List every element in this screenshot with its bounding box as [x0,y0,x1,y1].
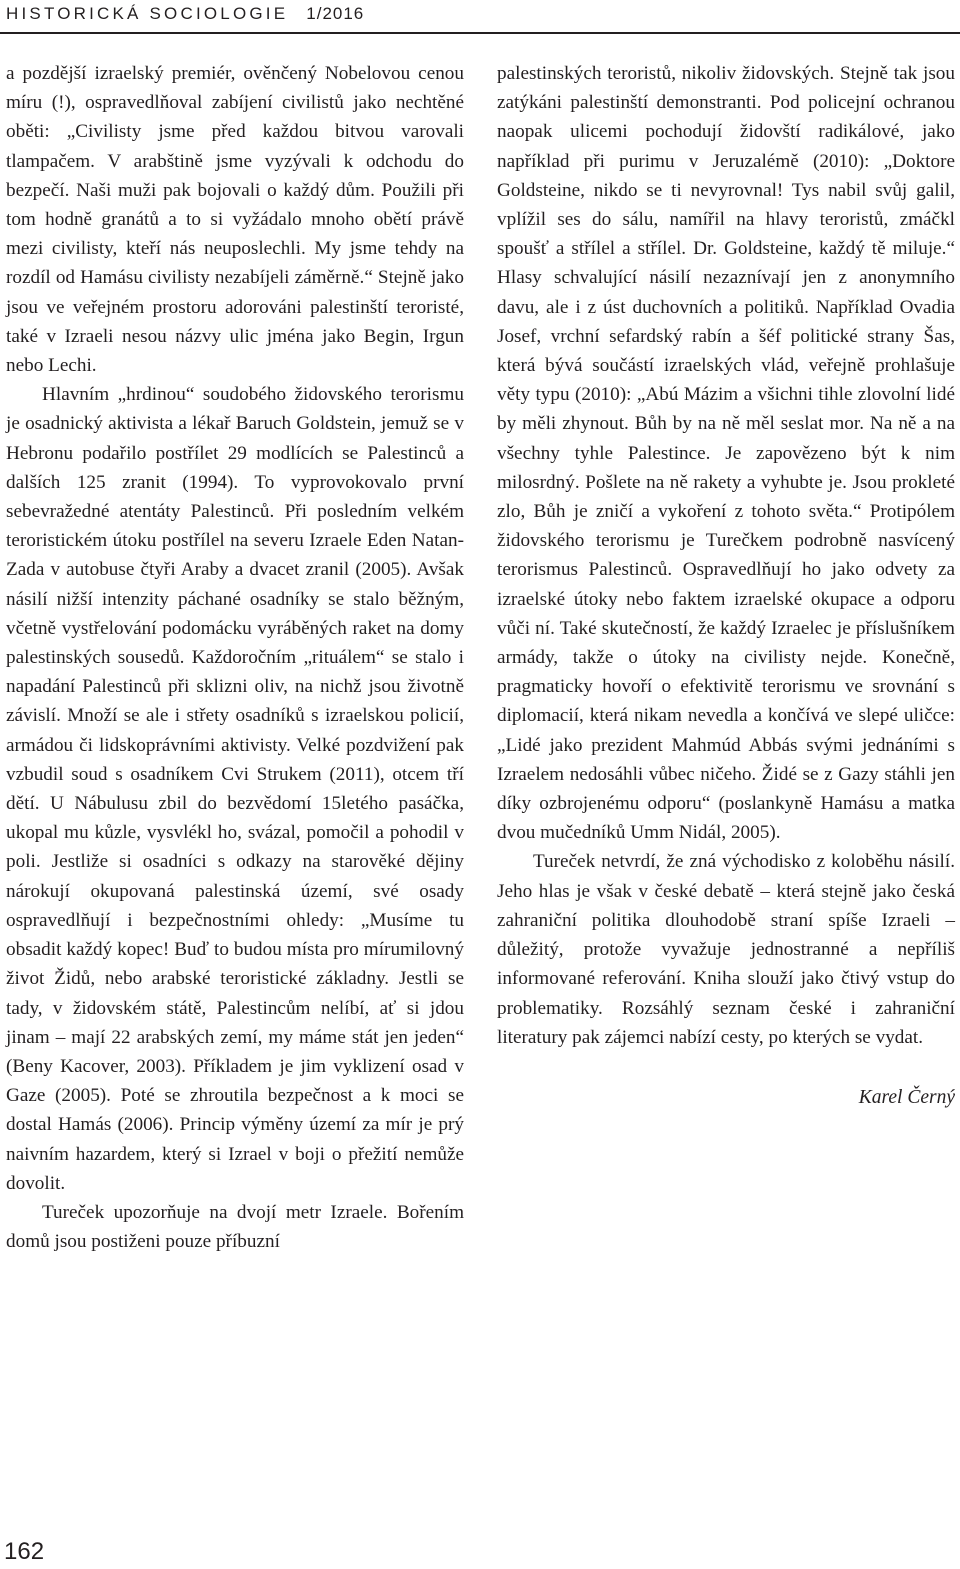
header-rule [0,32,960,34]
left-column [6,59,464,1256]
page-number: 162 [4,1538,45,1565]
paragraph: Tureček upozorňuje na dvojí metr Izraele. Bořením domů jsou postiženi pouze příbuzní [6,1201,464,1253]
journal-title: HISTORICKÁ SOCIOLOGIE [6,4,289,23]
issue-number: 1/2016 [306,4,365,23]
running-header [6,4,364,24]
author-signature: Karel Černý [858,1086,955,1108]
paragraph: Tureček netvrdí, že zná východisko z koloběhu násilí. Jeho hlas je však v české debatě – která stejně jako česká zahraniční politika dlouhodobě straní spíše Izraeli – důležitý, protože vyvažuje jednostranné a nepříliš informované referování. Kniha slouží jako čtivý vstup do problematiky. Rozsáhlý seznam české i zahraniční literatury pak zájemci nabízí cesty, po kterých se vydat. [497,851,955,1048]
paragraph: a pozdější izraelský premiér, ověnčený Nobelovou cenou míru (!), ospravedlňoval zabíjení civilistů jako nechtěné oběti: „Civilisty jsme před každou bitvou varovali tlampačem. V arabštině jsme vyzývali k odchodu do bezpečí. Naši muži pak bojovali o každý dům. Použili při tom hodně granátů a to si vyžádalo mnoho obětí právě mezi civilisty, kteří nás neuposlechli. My jsme tehdy na rozdíl od Hamásu civilisty nezabíjeli záměrně.“ Stejně jako jsou ve veřejném prostoru adorováni palestinští teroristé, také v Izraeli nesou názvy ulic jména jako Begin, Irgun nebo Lechi. [6,63,464,377]
right-column [497,59,955,1112]
paragraph: palestinských teroristů, nikoliv židovských. Stejně tak jsou zatýkáni palestinští demonstranti. Pod policejní ochranou naopak ulicemi pochodují židovští radikálové, jako například při purimu v Jeruzalémě (2010): „Doktore Goldsteine, nikdo se ti nevyrovnal! Tys nabil svůj galil, vplížil ses do sálu, namířil na hlavy teroristů, zmáčkl spoušť a střílel a střílel. Dr. Goldsteine, každý tě miluje.“ Hlasy schvalující násilí nezaznívají jen z anonymního davu, ale i z úst duchovních a politiků. Například Ovadia Josef, vrchní sefardský rabín a šéf politické strany Šas, která bývá součástí izraelských vlád, veřejně prohlašuje věty typu (2010): „Abú Mázim a všichni tihle zlovolní lidé by měli zhynout. Bůh by na ně měl seslat mor. Na ně a na všechny tyhle Palestince. Je zapovězeno být k nim milosrdný. Pošlete na ně rakety a vyhubte je. Jsou prokleté zlo, Bůh je zničí a vykoření z tohoto světa.“ Protipólem židovského terorismu je Turečkem podrobně nasvícený terorismus Palestinců. Ospravedlňují ho jako odvety za izraelské útoky nebo faktem izraelské okupace a odporu vůči ní. Také skutečností, že každý Izraelec je příslušníkem armády, takže o útoky na civilisty nejde. Konečně, pragmaticky hovoří o efektivitě terorismu ve srovnání s diplomacií, která nikam nevedla a končívá ve slepé uličce: „Lidé jako prezident Mahmúd Abbás svými jednáními s Izraelem nedosáhli vůbec ničeho. Židé se z Gazy stáhli jen díky ozbrojenému odporu“ (poslankyně Hamásu a matka dvou mučedníků Umm Nidál, 2005). [497,63,955,844]
paragraph: Hlavním „hrdinou“ soudobého židovského terorismu je osadnický aktivista a lékař Baruch Goldstein, jemuž se v Hebronu podařilo postřílet 29 modlících se Palestinců a dalších 125 zranit (1994). To vyprovokovalo první sebevražedné atentáty Palestinců. Při posledním velkém teroristickém útoku postřílel na severu Izraele Eden Natan-Zada v autobuse čtyři Araby a dvacet zranil (2005). Avšak násilí nižší intenzity páchané osadníky se stalo běžným, včetně vystřelování podomácku vyráběných raket na domy palestinských sousedů. Každoročním „rituálem“ se stalo i napadání Palestinců při sklizni oliv, na nichž jsou životně závislí. Množí se ale i střety osadníků s izraelskou policií, armádou či lidskoprávními aktivisty. Velké pozdvižení pak vzbudil soud s osadníkem Cvi Strukem (2011), otcem tří dětí. U Nábulusu zbil do bezvědomí 15letého pasáčka, ukopal mu kůzle, vysvlékl ho, svázal, pomočil a pohodil v poli. Jestliže si osadníci s odkazy na starověké dějiny nárokují okupovaná palestinská území, své osady ospravedlňují i bezpečnostními ohledy: „Musíme tu obsadit každý kopec! Buď to budou místa pro mírumilovný život Židů, nebo arabské teroristické základny. Jestli se tady, v židovském státě, Palestincům nelíbí, ať si jdou jinam – mají 22 arabských zemí, my máme stát jen jeden“ (Beny Kacover, 2003). Příkladem je jim vyklizení osad v Gaze (2005). Poté se zhroutila bezpečnost a k moci se dostal Hamás (2006). Princip výměny území za mír je prý naivním hazardem, který si Izrael v boji o přežití nemůže dovolit. [6,384,464,1194]
